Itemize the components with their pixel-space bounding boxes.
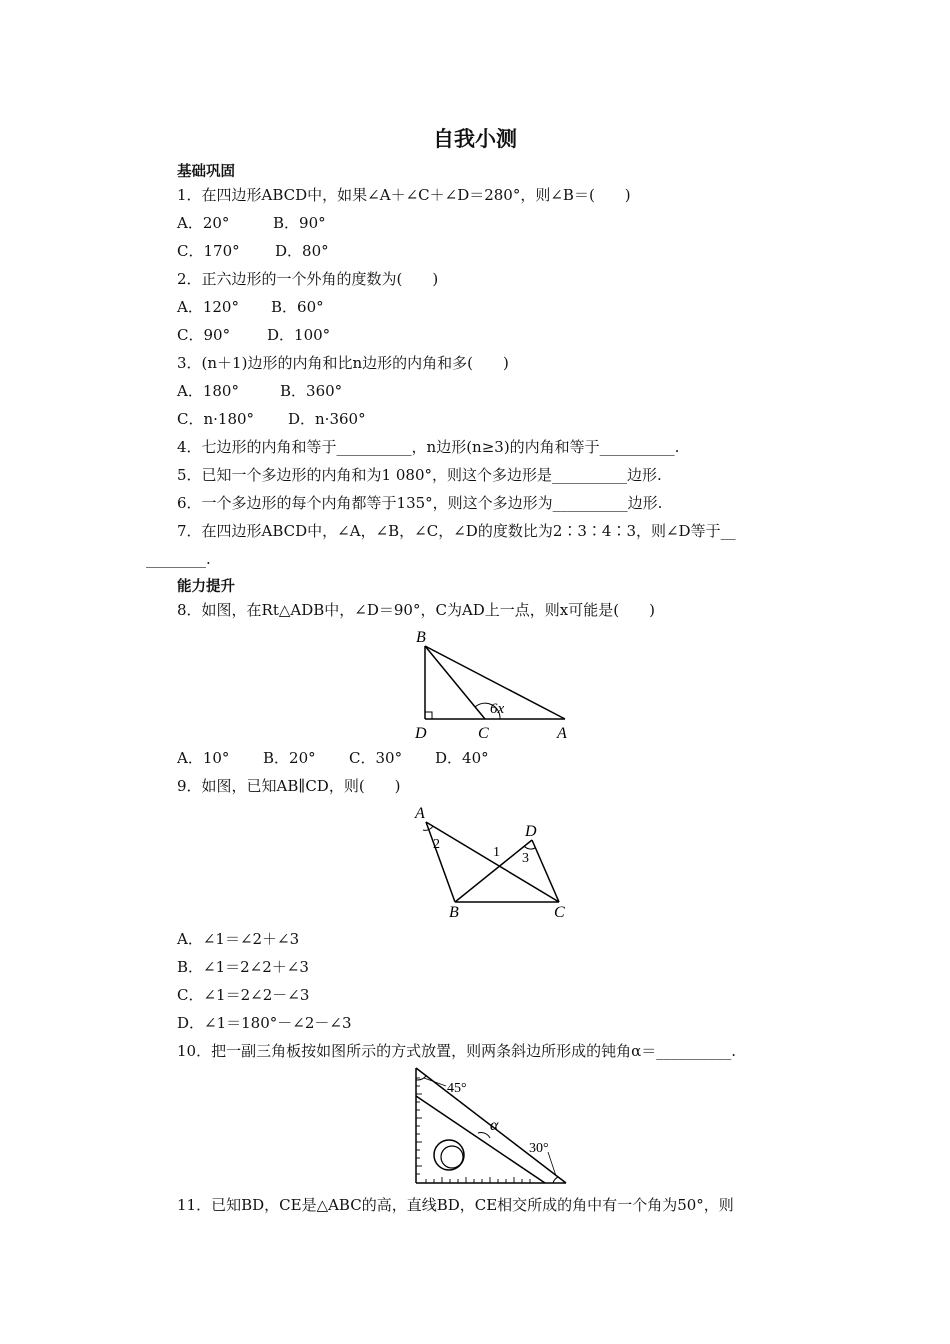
- label-45-degrees: 45°: [447, 1081, 467, 1096]
- label-angle-6x: 6x: [490, 701, 505, 717]
- question-4-stem: 4．七边形的内角和等于__________，n边形(n≥3)的内角和等于__________.: [177, 438, 680, 456]
- label-d: D: [525, 823, 537, 840]
- option-d: D．n·360°: [288, 410, 366, 428]
- option-d: D．40°: [435, 749, 489, 767]
- option-b: B．20°: [263, 749, 316, 767]
- question-9-option-b: B．∠1＝2∠2＋∠3: [177, 958, 309, 976]
- label-angle-2: 2: [433, 837, 440, 852]
- label-alpha: α: [490, 1117, 499, 1134]
- figure-parallel-lines: [410, 800, 575, 922]
- option-c: C．n·180°: [177, 410, 255, 428]
- question-5-stem: 5．已知一个多边形的内角和为1 080°，则这个多边形是__________边形.: [177, 466, 662, 484]
- question-9-stem: 9．如图，已知AB∥CD，则( ): [177, 777, 401, 795]
- question-7-stem: 7．在四边形ABCD中，∠A，∠B，∠C，∠D的度数比为2∶3∶4∶3，则∠D等于__: [177, 522, 736, 540]
- label-c: C: [478, 725, 489, 742]
- question-9-option-d: D．∠1＝180°－∠2－∠3: [177, 1014, 352, 1032]
- option-b: B．60°: [271, 298, 324, 316]
- question-2-options-row2: [177, 325, 330, 345]
- figure-set-squares: [405, 1062, 575, 1190]
- label-b: B: [416, 629, 426, 646]
- question-11-stem: 11．已知BD，CE是△ABC的高，直线BD，CE相交所成的角中有一个角为50°，则: [177, 1196, 734, 1214]
- question-3-options-row2: [177, 409, 366, 429]
- question-1-stem: 1．在四边形ABCD中，如果∠A＋∠C＋∠D＝280°，则∠B＝( ): [177, 186, 631, 204]
- question-9-option-c: C．∠1＝2∠2－∠3: [177, 986, 310, 1004]
- option-a: A．20°: [177, 214, 230, 232]
- label-c: C: [554, 904, 565, 921]
- label-angle-1: 1: [493, 845, 500, 860]
- label-b: B: [449, 904, 459, 921]
- question-2-stem: 2．正六边形的一个外角的度数为( ): [177, 270, 439, 288]
- option-b: B．90°: [273, 214, 326, 232]
- figure-right-triangle: [405, 625, 590, 747]
- question-7-continuation: ________.: [146, 550, 211, 568]
- option-a: A．180°: [177, 382, 239, 400]
- label-a: A: [415, 805, 425, 822]
- option-c: C．30°: [349, 749, 403, 767]
- question-2-options-row1: [177, 297, 324, 317]
- label-30-degrees: 30°: [529, 1141, 549, 1156]
- section-heading-advanced: 能力提升: [177, 579, 235, 595]
- label-angle-3: 3: [522, 851, 529, 866]
- question-8-options: [177, 748, 489, 768]
- question-8-stem: 8．如图，在Rt△ADB中，∠D＝90°，C为AD上一点，则x可能是( ): [177, 601, 655, 619]
- label-d: D: [415, 725, 427, 742]
- question-3-stem: 3．(n＋1)边形的内角和比n边形的内角和多( ): [177, 354, 509, 372]
- option-c: C．90°: [177, 326, 231, 344]
- question-1-options-row1: [177, 213, 326, 233]
- option-d: D．80°: [275, 242, 329, 260]
- question-9-option-a: A．∠1＝∠2＋∠3: [177, 930, 300, 948]
- page-title: 自我小测: [433, 127, 517, 151]
- option-c: C．170°: [177, 242, 240, 260]
- question-1-options-row2: [177, 241, 329, 261]
- question-6-stem: 6．一个多边形的每个内角都等于135°，则这个多边形为__________边形.: [177, 494, 663, 512]
- option-d: D．100°: [267, 326, 331, 344]
- label-a: A: [557, 725, 567, 742]
- section-heading-basic: 基础巩固: [177, 164, 235, 180]
- question-10-stem: 10．把一副三角板按如图所示的方式放置，则两条斜边所形成的钝角α＝__________.: [177, 1042, 736, 1060]
- option-b: B．360°: [280, 382, 343, 400]
- option-a: A．10°: [177, 749, 230, 767]
- option-a: A．120°: [177, 298, 239, 316]
- question-3-options-row1: [177, 381, 342, 401]
